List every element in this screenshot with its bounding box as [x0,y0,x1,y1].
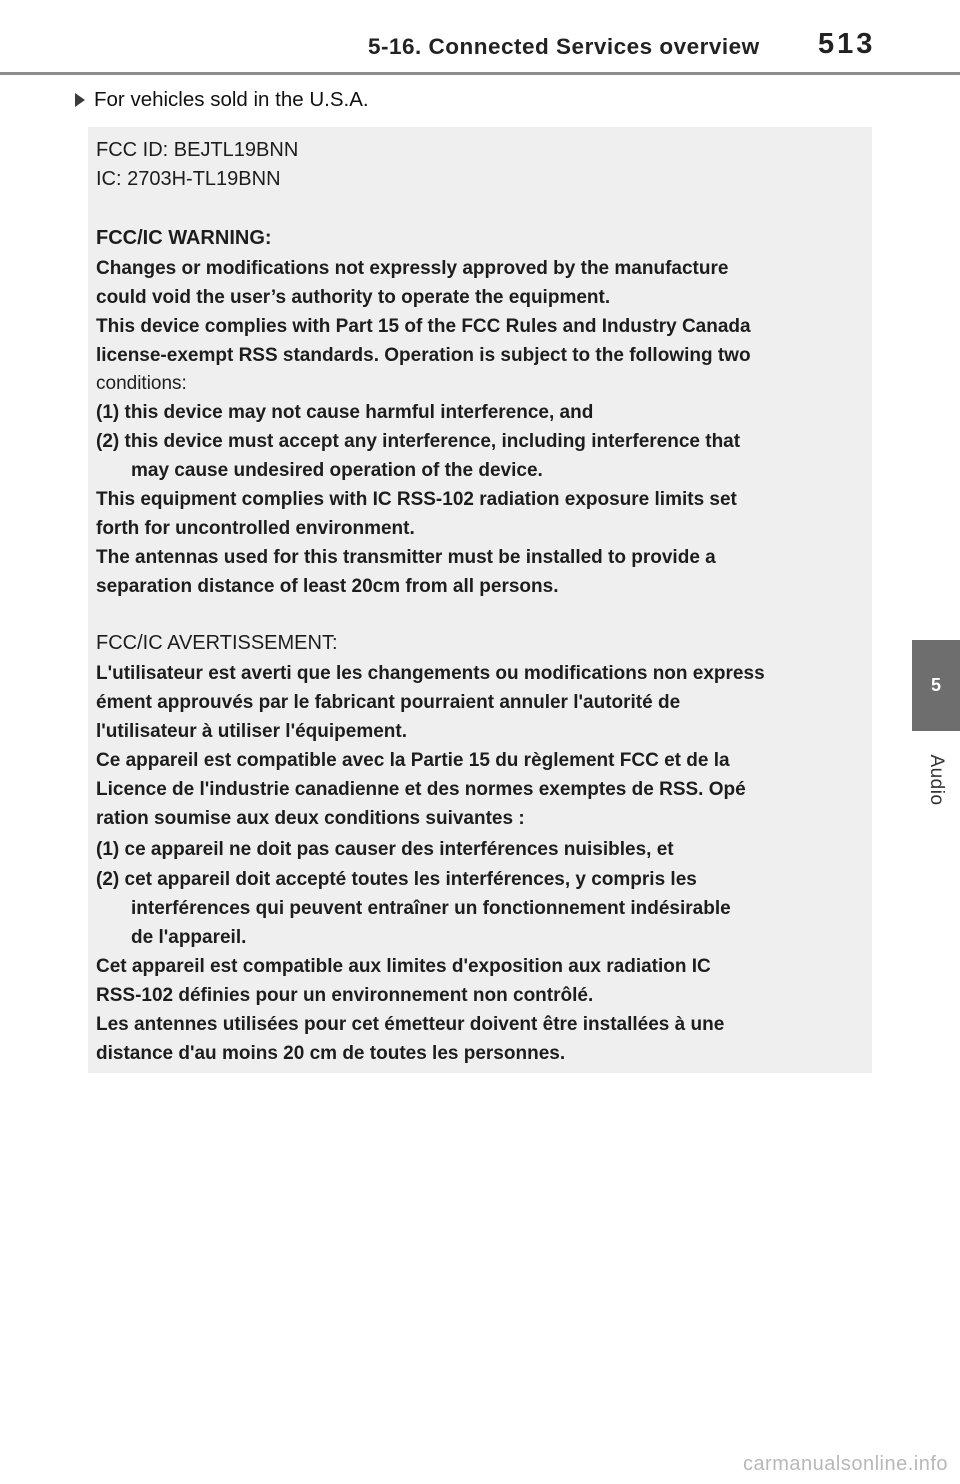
section-title: 5-16. Connected Services overview [368,34,760,59]
label-line: Changes or modifications not expressly approved by the manufacture [96,258,729,279]
page-number: 513 [818,28,876,60]
bullet-item [74,88,369,112]
chapter-label: Audio [926,754,947,806]
chapter-tab: 5 [912,640,960,731]
label-line: conditions: [96,373,187,394]
label-line: Les antennes utilisées pour cet émetteur doivent être installées à une [96,1014,725,1035]
label-line: Cet appareil est compatible aux limites d'exposition aux radiation IC [96,956,711,977]
label-line: license-exempt RSS standards. Operation is subject to the following two [96,345,751,366]
label-line: de l'appareil. [131,927,247,948]
label-line: may cause undesired operation of the device. [131,460,543,481]
label-line: forth for uncontrolled environment. [96,518,415,539]
triangle-bullet-icon [74,92,86,108]
label-line: This device complies with Part 15 of the FCC Rules and Industry Canada [96,316,751,337]
label-line: ration soumise aux deux conditions suivantes : [96,808,525,829]
label-line: could void the user’s authority to operate the equipment. [96,287,611,308]
label-line: L'utilisateur est averti que les changements ou modifications non express [96,663,765,684]
label-line: This equipment complies with IC RSS-102 radiation exposure limits set [96,489,737,510]
label-line: (1) this device may not cause harmful interference, and [96,402,594,423]
label-line: ément approuvés par le fabricant pourraient annuler l'autorité de [96,692,681,713]
label-line: Ce appareil est compatible avec la Partie 15 du règlement FCC et de la [96,750,730,771]
label-line: separation distance of least 20cm from all persons. [96,576,559,597]
label-line: l'utilisateur à utiliser l'équipement. [96,721,407,742]
label-line: distance d'au moins 20 cm de toutes les personnes. [96,1043,566,1064]
watermark: carmanualsonline.info [742,1453,948,1475]
label-line: The antennas used for this transmitter must be installed to provide a [96,547,716,568]
ic-id: IC: 2703H-TL19BNN [96,168,281,190]
label-line: RSS-102 définies pour un environnement non contrôlé. [96,985,594,1006]
warning-heading-fr: FCC/IC AVERTISSEMENT: [96,632,338,654]
warning-heading-en: FCC/IC WARNING: [96,227,272,249]
bullet-text: For vehicles sold in the U.S.A. [94,88,369,111]
label-line: (1) ce appareil ne doit pas causer des interférences nuisibles, et [96,839,674,860]
label-line: (2) this device must accept any interference, including interference that [96,431,741,452]
fcc-id: FCC ID: BEJTL19BNN [96,139,299,161]
label-line: (2) cet appareil doit accepté toutes les interférences, y compris les [96,869,697,890]
label-line: Licence de l'industrie canadienne et des normes exemptes de RSS. Opé [96,779,746,800]
header-divider [0,72,960,75]
label-line: interférences qui peuvent entraîner un fonctionnement indésirable [131,898,731,919]
